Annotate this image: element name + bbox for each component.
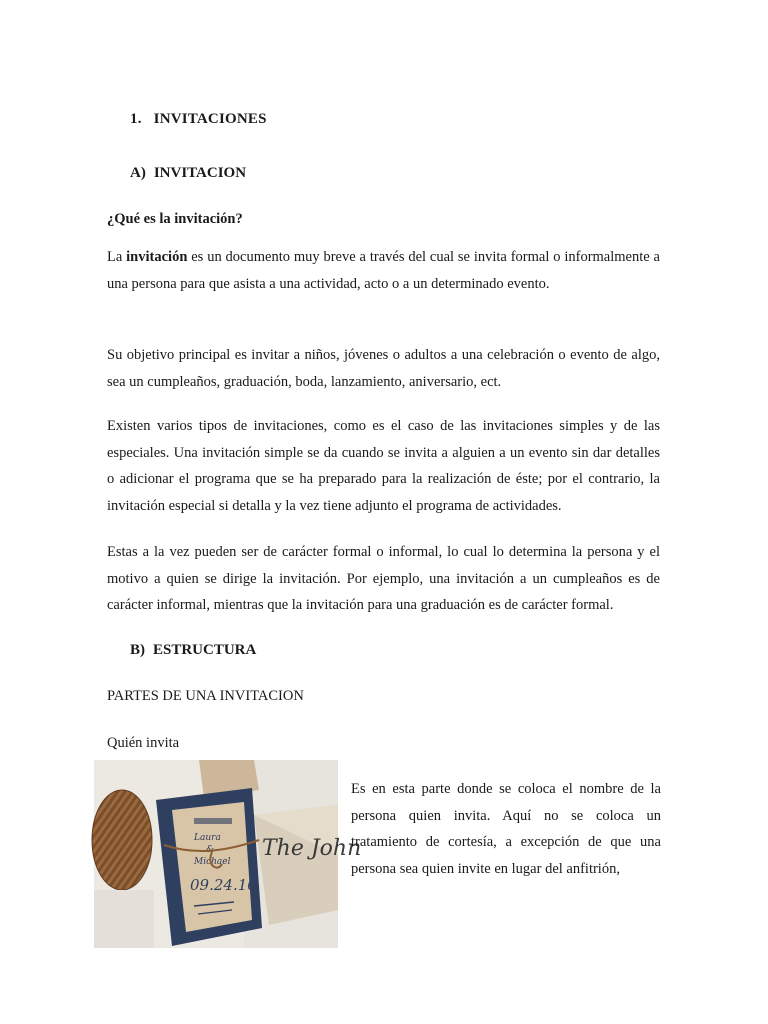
para1-bold-term: invitación <box>126 249 188 265</box>
section-a-text: INVITACION <box>153 165 247 181</box>
invitation-photo <box>94 760 362 948</box>
section-a-letter: A) <box>130 165 146 181</box>
section-b-heading <box>130 642 256 659</box>
section-a-heading <box>130 165 246 182</box>
partes-heading: PARTES DE UNA INVITACION <box>107 688 304 704</box>
section-b-text: ESTRUCTURA <box>153 642 257 658</box>
quien-invita-paragraph: Es en esta parte donde se coloca el nombre de la persona quien invita. Aquí no se coloca un tratamiento de cortesía, a excepción de que una persona sea quien invite en lugar del anfitrión, <box>351 781 661 877</box>
heading-text: INVITACIONES <box>153 111 267 127</box>
question-heading: ¿Qué es la invitación? <box>107 211 243 227</box>
heading-invitaciones <box>130 111 267 128</box>
paragraph-objective: Su objetivo principal es invitar a niños, jóvenes o adultos a una celebración o evento de algo, sea un cumpleaños, graduación, boda, lanzamiento, aniversario, ect. <box>107 347 660 390</box>
envelope-script: The John <box>262 836 362 861</box>
svg-text:Laura: Laura <box>194 833 221 843</box>
card-date: 09.24.16 <box>190 876 257 894</box>
para1-lead: La <box>107 249 127 265</box>
heading-number: 1. <box>130 111 142 127</box>
section-b-letter: B) <box>130 642 145 658</box>
paragraph-definition <box>107 244 660 297</box>
quien-invita-label: Quién invita <box>107 735 180 751</box>
svg-text:&: & <box>206 845 215 855</box>
paragraph-character: Estas a la vez pueden ser de carácter formal o informal, lo cual lo determina la persona y el motivo a quien se dirige la invitación. Por ejemplo, una invitación a un cumpleaños es de carácter informal, mientras que la invitación para una graduación es de carácter formal. <box>107 544 660 613</box>
svg-text:Michael: Michael <box>194 857 231 867</box>
para1-rest: es un documento muy breve a través del cual se invita formal o informalmente a una persona para que asista a una actividad, acto o a un determinado evento. <box>107 249 660 292</box>
paragraph-types: Existen varios tipos de invitaciones, como es el caso de las invitaciones simples y de las especiales. Una invitación simple se da cuando se invita a alguien a un evento sin dar detalles o adicionar el programa que se ha preparado para la realización de éste; por el contrario, la invitación especial si detalla y la vez tiene adjunto el programa de actividades. <box>107 418 660 514</box>
